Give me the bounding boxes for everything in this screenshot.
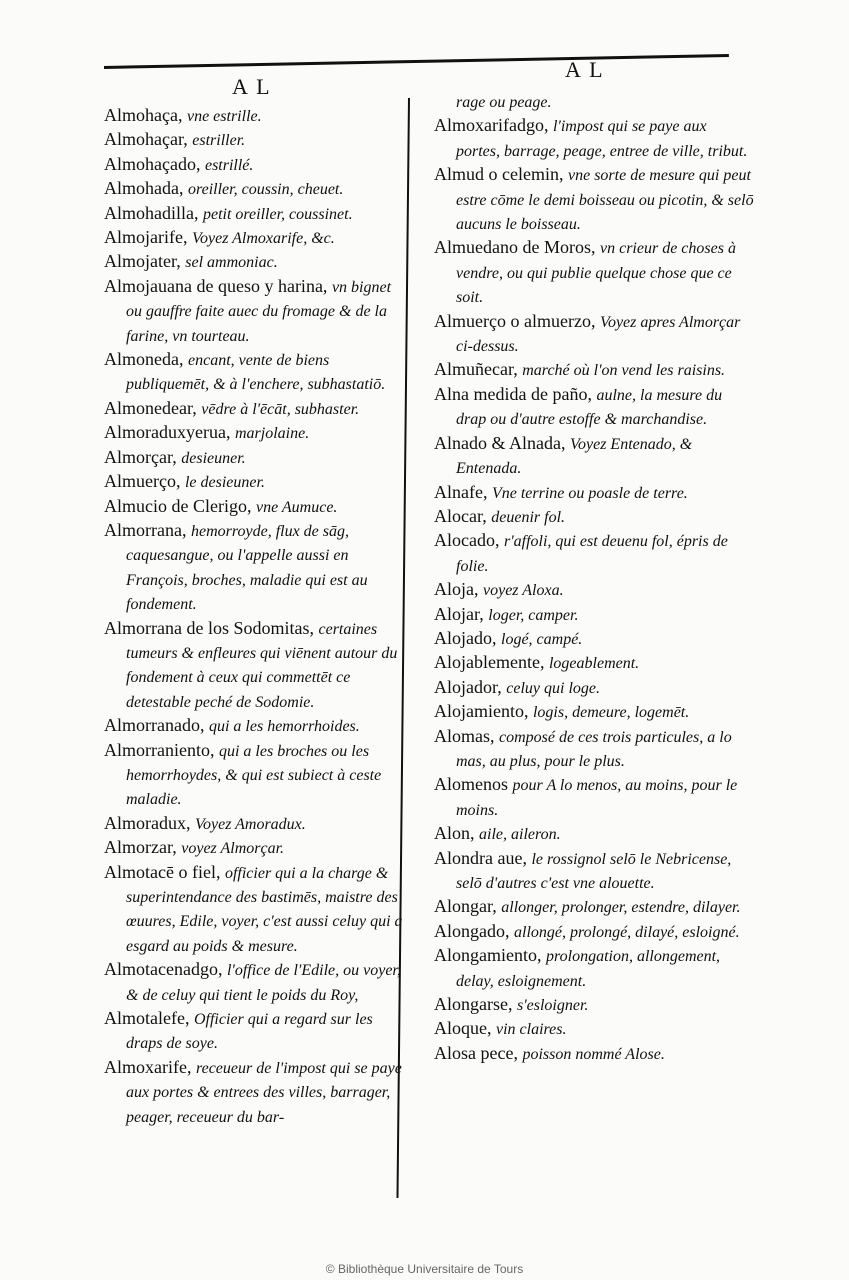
definition: l'impost qui se paye aux portes, barrage, peage, entree de ville, tribut. bbox=[456, 118, 748, 160]
dictionary-entry bbox=[434, 676, 754, 700]
definition: qui a les broches ou les hemorrhoydes, & qui est subiect à ceste maladie. bbox=[126, 742, 382, 809]
dictionary-entry bbox=[434, 505, 754, 529]
headword: Alosa pece, bbox=[434, 1042, 518, 1063]
definition: r'affoli, qui est deuenu fol, épris de folie. bbox=[456, 533, 728, 575]
definition: desieuner. bbox=[181, 449, 246, 467]
definition: encant, vente de biens publiquemēt, & à l'enchere, subhastatiō. bbox=[126, 352, 386, 394]
dictionary-entry bbox=[104, 470, 409, 494]
running-head-left: A L bbox=[232, 74, 272, 99]
definition: vn bignet ou gauffre faite auec du fromage & de la farine, vn tourteau. bbox=[126, 278, 392, 345]
dictionary-entry bbox=[434, 481, 754, 505]
dictionary-entry bbox=[104, 519, 409, 617]
headword: Alomas, bbox=[434, 725, 495, 746]
headword: Almorrana, bbox=[104, 519, 187, 540]
headword: Alocado, bbox=[434, 530, 500, 551]
definition: hemorroyde, flux de sāg, caquesangue, ou l'appelle aussi en François, broches, maladie qui est au fondement. bbox=[126, 522, 368, 614]
definition: allonger, prolonger, estendre, dilayer. bbox=[501, 899, 741, 917]
dictionary-entry bbox=[434, 578, 754, 602]
headword: Almoraduxyerua, bbox=[104, 422, 231, 443]
headword: Almoxarifadgo, bbox=[434, 115, 549, 136]
dictionary-entry bbox=[434, 651, 754, 675]
definition: vn crieur de choses à vendre, ou qui publie quelque chose que ce soit. bbox=[456, 240, 736, 307]
dictionary-entry bbox=[104, 714, 409, 738]
definition: Voyez Amoradux. bbox=[194, 815, 306, 833]
dictionary-entry bbox=[104, 177, 409, 201]
definition: petit oreiller, coussinet. bbox=[202, 205, 353, 223]
headword: Almohaçar, bbox=[104, 129, 188, 150]
headword: Almuerço, bbox=[104, 471, 181, 492]
definition: voyez Aloxa. bbox=[483, 582, 564, 600]
definition: marjolaine. bbox=[234, 425, 310, 443]
headword: Alocar, bbox=[434, 505, 487, 526]
headword: Alnafe, bbox=[434, 481, 488, 502]
headword: Almojauana de queso y harina, bbox=[104, 275, 328, 296]
headword: Almuerço o almuerzo, bbox=[434, 310, 596, 331]
dictionary-entry bbox=[434, 236, 754, 309]
headword: Almuñecar, bbox=[434, 359, 518, 380]
dictionary-entry bbox=[104, 202, 409, 226]
dictionary-entry bbox=[104, 495, 409, 519]
dictionary-entry bbox=[104, 958, 409, 1007]
dictionary-entry bbox=[104, 226, 409, 250]
definition: aile, aileron. bbox=[479, 826, 561, 844]
definition: estrillé. bbox=[204, 156, 254, 174]
definition: officier qui a la charge & superintendance des bastimēs, maistre des œuures, Edile, voyer, c'est aussi celuy qui a esgard au poids & mesure. bbox=[126, 864, 403, 955]
dictionary-entry bbox=[104, 421, 409, 445]
headword: Almojater, bbox=[104, 251, 181, 272]
headword: Almotacenadgo, bbox=[104, 959, 223, 980]
dictionary-entry bbox=[104, 104, 409, 128]
dictionary-entry bbox=[104, 1056, 409, 1129]
headword: Aloque, bbox=[434, 1018, 492, 1039]
dictionary-entry bbox=[434, 1042, 754, 1066]
headword: Alongado, bbox=[434, 920, 510, 941]
definition: aulne, la mesure du drap ou d'autre estoffe & marchandise. bbox=[456, 386, 723, 429]
headword: Almoradux, bbox=[104, 812, 191, 833]
dictionary-entry bbox=[434, 725, 754, 774]
headword: Alongamiento, bbox=[434, 945, 542, 966]
headword: Alojamiento, bbox=[434, 701, 529, 722]
dictionary-entry bbox=[434, 773, 754, 822]
dictionary-entry bbox=[434, 920, 754, 944]
dictionary-entry bbox=[434, 358, 754, 382]
headword: Almucio de Clerigo, bbox=[104, 495, 252, 516]
definition: Voyez apres Almorçar ci-dessus. bbox=[456, 313, 741, 356]
definition: estriller. bbox=[192, 132, 246, 150]
dictionary-entry bbox=[104, 446, 409, 470]
headword: Almojarife, bbox=[104, 227, 188, 248]
definition: vēdre à l'ēcāt, subhaster. bbox=[201, 400, 360, 418]
definition: s'esloigner. bbox=[516, 997, 589, 1015]
dictionary-entry bbox=[434, 700, 754, 724]
headword: Almonedear, bbox=[104, 397, 197, 418]
dictionary-entry bbox=[104, 739, 409, 812]
dictionary-entry bbox=[104, 250, 409, 274]
headword: Almorzar, bbox=[104, 837, 177, 858]
headword: Alna medida de paño, bbox=[434, 383, 592, 404]
definition: rage ou peage. bbox=[456, 94, 552, 111]
definition: sel ammoniac. bbox=[185, 254, 278, 272]
dictionary-entry bbox=[104, 397, 409, 421]
headword: Almotalefe, bbox=[104, 1008, 190, 1029]
definition: logis, demeure, logemēt. bbox=[532, 704, 690, 722]
dictionary-entry bbox=[434, 383, 754, 432]
dictionary-entry bbox=[434, 1017, 754, 1041]
definition: Officier qui a regard sur les draps de soye. bbox=[126, 1011, 373, 1053]
headword: Almoneda, bbox=[104, 349, 184, 370]
dictionary-entry bbox=[434, 944, 754, 993]
headword: Alomenos bbox=[434, 774, 508, 795]
dictionary-entry bbox=[434, 603, 754, 627]
headword: Almohadilla, bbox=[104, 202, 199, 223]
headword: Almorrana de los Sodomitas, bbox=[104, 617, 314, 638]
definition: certaines tumeurs & enfleures qui viēnent autour du fondement à ceux qui commettēt ce detestable peché de Sodomie. bbox=[126, 620, 398, 711]
running-head-right: A L bbox=[565, 57, 605, 82]
definition: poisson nommé Alose. bbox=[522, 1045, 665, 1063]
definition: composé de ces trois particules, a lo mas, au plus, pour le plus. bbox=[456, 728, 732, 770]
definition: vne sorte de mesure qui peut estre cōme le demi boisseau ou picotin, & selō aucuns le boisseau. bbox=[456, 167, 754, 234]
dictionary-entry bbox=[434, 627, 754, 651]
definition: logé, campé. bbox=[501, 630, 583, 648]
headword: Almorraniento, bbox=[104, 739, 215, 760]
dictionary-entry bbox=[104, 275, 409, 348]
headword: Almohaçado, bbox=[104, 153, 201, 174]
definition: le desieuner. bbox=[184, 474, 265, 492]
definition: deuenir fol. bbox=[491, 508, 566, 526]
dictionary-entry bbox=[434, 310, 754, 359]
dictionary-entry bbox=[434, 432, 754, 481]
definition: qui a les hemorrhoides. bbox=[208, 718, 360, 736]
headword: Alondra aue, bbox=[434, 847, 527, 868]
definition: Vne terrine ou poasle de terre. bbox=[491, 484, 688, 502]
dictionary-entry bbox=[104, 128, 409, 152]
dictionary-entry bbox=[434, 114, 754, 163]
headword: Almud o celemin, bbox=[434, 164, 564, 185]
headword: Alojablemente, bbox=[434, 652, 545, 673]
dictionary-entry bbox=[434, 822, 754, 846]
left-column bbox=[104, 104, 409, 1129]
definition: receueur de l'impost qui se paye aux portes & entrees des villes, barrager, peager, receueur du bar- bbox=[126, 1059, 402, 1126]
definition: allongé, prolongé, dilayé, esloigné. bbox=[514, 923, 740, 941]
dictionary-entry bbox=[104, 348, 409, 397]
right-column bbox=[434, 90, 754, 1066]
definition: prolongation, allongement, delay, esloignement. bbox=[456, 948, 721, 990]
dictionary-entry bbox=[434, 895, 754, 919]
dictionary-entry bbox=[104, 617, 409, 715]
dictionary-entry bbox=[434, 847, 754, 896]
headword: Almohada, bbox=[104, 178, 184, 199]
library-credit: © Bibliothèque Universitaire de Tours bbox=[325, 1262, 524, 1276]
definition: Voyez Entenado, & Entenada. bbox=[456, 435, 693, 478]
headword: Alojador, bbox=[434, 676, 502, 697]
header-rule bbox=[104, 54, 729, 69]
definition: le rossignol selō le Nebricense, selō d'autres c'est vne alouette. bbox=[456, 850, 732, 892]
definition: voyez Almorçar. bbox=[181, 840, 285, 858]
dictionary-entry bbox=[434, 163, 754, 236]
definition: vin claires. bbox=[496, 1021, 567, 1039]
definition: l'office de l'Edile, ou voyer, & de celuy qui tient le poids du Roy, bbox=[126, 962, 401, 1004]
definition: Voyez Almoxarife, &c. bbox=[191, 230, 335, 248]
headword: Almohaça, bbox=[104, 105, 183, 125]
headword: Almorranado, bbox=[104, 715, 205, 736]
headword: Alnado & Alnada, bbox=[434, 432, 566, 453]
definition: pour A lo menos, au moins, pour le moins. bbox=[456, 777, 738, 819]
dictionary-entry bbox=[104, 153, 409, 177]
headword: Aloja, bbox=[434, 579, 479, 600]
definition: celuy qui loge. bbox=[506, 679, 601, 697]
definition: loger, camper. bbox=[488, 606, 579, 624]
dictionary-entry bbox=[104, 861, 409, 959]
dictionary-entry bbox=[434, 90, 754, 114]
definition: logeablement. bbox=[548, 655, 640, 673]
headword: Almoxarife, bbox=[104, 1056, 192, 1077]
headword: Almotacē o fiel, bbox=[104, 861, 221, 882]
headword: Almorçar, bbox=[104, 446, 177, 467]
definition: vne estrille. bbox=[186, 108, 262, 125]
dictionary-entry bbox=[434, 993, 754, 1017]
dictionary-entry bbox=[104, 836, 409, 860]
headword: Alon, bbox=[434, 823, 475, 844]
dictionary-entry bbox=[434, 529, 754, 578]
headword: Alojado, bbox=[434, 627, 497, 648]
dictionary-entry bbox=[104, 1007, 409, 1056]
definition: marché où l'on vend les raisins. bbox=[522, 362, 726, 380]
headword: Almuedano de Moros, bbox=[434, 237, 596, 258]
headword: Alojar, bbox=[434, 603, 484, 624]
definition: vne Aumuce. bbox=[255, 498, 338, 516]
dictionary-entry bbox=[104, 812, 409, 836]
definition: oreiller, coussin, cheuet. bbox=[187, 181, 344, 199]
headword: Alongar, bbox=[434, 896, 497, 917]
headword: Alongarse, bbox=[434, 994, 513, 1015]
